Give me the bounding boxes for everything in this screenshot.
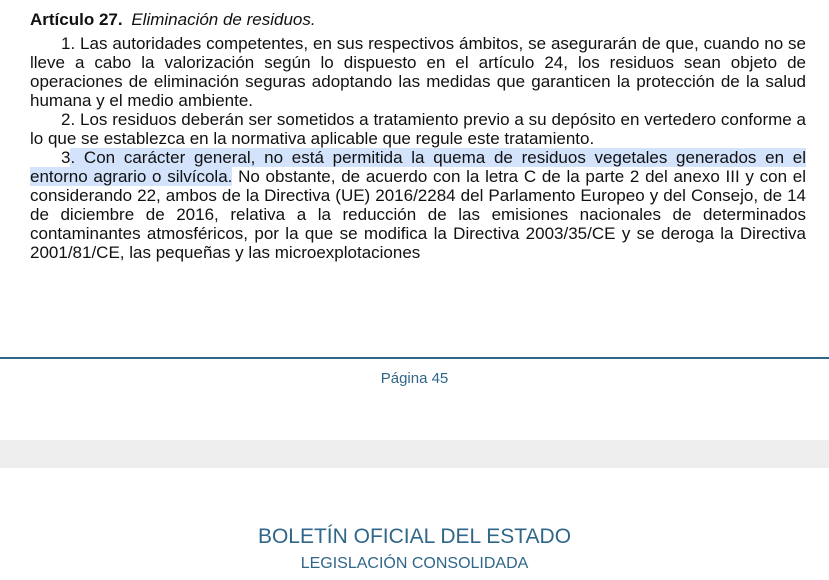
selected-text[interactable]: . Con carácter general, no está permitida la quema de residuos vegetales generados en el entorno agrario o silvícola. [30, 148, 806, 186]
article-number: Artículo 27. [30, 10, 123, 29]
paragraph-2[interactable]: 2. Los residuos deberán ser sometidos a tratamiento previo a su depósito en vertedero conforme a lo que se establezca en la normativa aplicable que regule este tratamiento. [30, 110, 806, 148]
paragraph-3[interactable] [30, 148, 806, 262]
page-number: Página 45 [380, 370, 449, 387]
boe-header-title: BOLETÍN OFICIAL DEL ESTADO [257, 525, 572, 548]
article-name: Eliminación de residuos. [131, 10, 316, 29]
paragraph-3-prefix: 3 [61, 148, 71, 167]
footer-rule [0, 357, 829, 359]
article-heading [30, 9, 806, 31]
boe-header-subtitle: LEGISLACIÓN CONSOLIDADA [300, 555, 529, 572]
paragraph-1[interactable]: 1. Las autoridades competentes, en sus respectivos ámbitos, se asegurarán de que, cuando no se lleve a cabo la valorización según lo dispuesto en el artículo 24, los residuos sean objeto de operaciones de eliminación seguras adoptando las medidas que garanticen la protección de la salud humana y el medio ambiente. [30, 34, 806, 110]
page-content [30, 9, 806, 262]
paragraph-3-rest: No obstante, de acuerdo con la letra C de la parte 2 del anexo III y con el considerando 22, ambos de la Directiva (UE) 2016/2284 del Parlamento Europeo y del Consejo, de 14 de diciembre de 2016, relativa a la reducción de las emisiones nacionales de determinados contaminantes atmosféricos, por la que se modifica la Directiva 2003/35/CE y se deroga la Directiva 2001/81/CE, las pequeñas y las microexplotaciones [30, 167, 806, 262]
page-gap [0, 440, 829, 468]
